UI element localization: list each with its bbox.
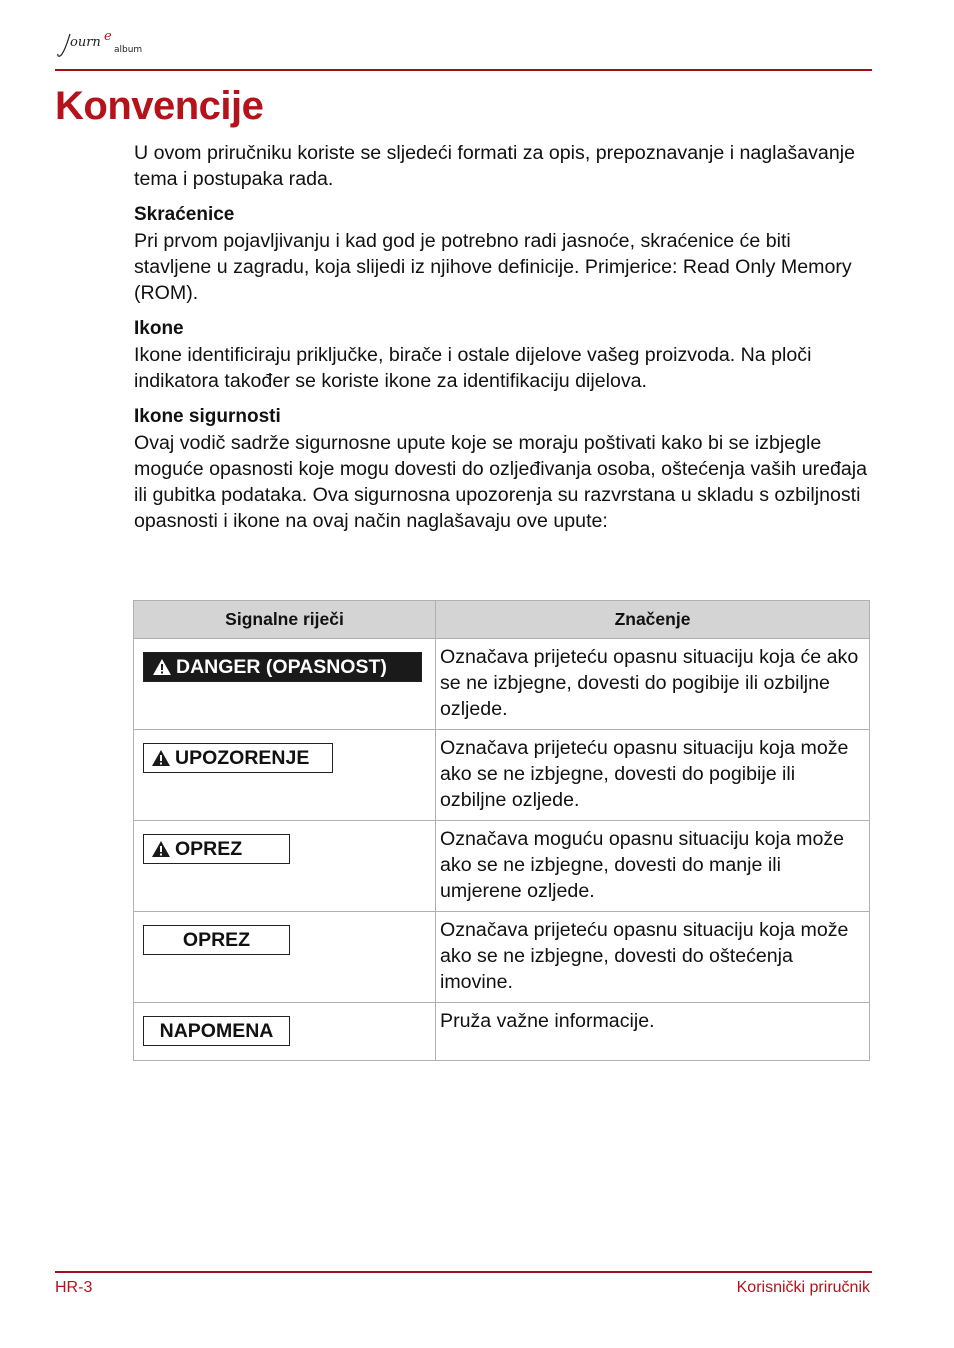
- table-row: [134, 821, 870, 912]
- meaning-cell: Označava moguću opasnu situaciju koja može ako se ne izbjegne, dovesti do manje ili umjerene ozljede.: [436, 821, 870, 912]
- column-header-meaning: Značenje: [436, 601, 870, 639]
- warning-triangle-icon: [151, 749, 171, 767]
- table-row: [134, 912, 870, 1003]
- section-heading-safety-icons: Ikone sigurnosti: [134, 406, 281, 427]
- meaning-cell: Označava prijeteću opasnu situaciju koja može ako se ne izbjegne, dovesti do pogibije ili ozbiljne ozljede.: [436, 730, 870, 821]
- section-body-safety-icons: Ovaj vodič sadrže sigurnosne upute koje se moraju poštivati kako bi se izbjegle moguće opasnosti koje mogu dovesti do ozljeđivanja osoba, oštećenja vaših uređaja ili gubitka podataka. Ova sigurnosna upozorenja su razvrstana u skladu s ozbiljnosti opasnosti i ikone na ovaj način naglašavaju ove upute:: [134, 432, 868, 532]
- footer-rule: [55, 1271, 872, 1273]
- meaning-cell: Označava prijeteću opasnu situaciju koja će ako se ne izbjegne, dovesti do pogibije ili ozbiljne ozljede.: [436, 639, 870, 730]
- column-header-signal: Signalne riječi: [134, 601, 436, 639]
- meaning-cell: Označava prijeteću opasnu situaciju koja može ako se ne izbjegne, dovesti do oštećenja imovine.: [436, 912, 870, 1003]
- signal-cell: [134, 639, 436, 730]
- danger-badge: DANGER (OPASNOST): [143, 652, 422, 682]
- section-body-icons: Ikone identificiraju priključke, birače i ostale dijelove vašeg proizvoda. Na ploči indikatora također se koriste ikone za identifikaciju dijelova.: [134, 344, 812, 392]
- meaning-cell: Pruža važne informacije.: [436, 1003, 870, 1061]
- warning-triangle-icon: [151, 840, 171, 858]
- table-row: [134, 1003, 870, 1061]
- signal-words-table: [133, 600, 870, 1061]
- caution-property-badge: OPREZ: [143, 925, 290, 955]
- intro-paragraph: U ovom priručniku koriste se sljedeći formati za opis, prepoznavanje i naglašavanje tema i postupaka rada.: [134, 142, 855, 190]
- table-header-row: [134, 601, 870, 639]
- section-heading-abbreviations: Skraćenice: [134, 204, 235, 225]
- document-title: Korisnički priručnik: [736, 1279, 870, 1296]
- page-title: Konvencije: [55, 84, 264, 128]
- page-number: HR-3: [55, 1279, 93, 1296]
- svg-text:ourn: ourn: [70, 35, 101, 50]
- header-rule: [55, 69, 872, 71]
- journe-album-logo: [56, 24, 156, 64]
- svg-text:album: album: [114, 45, 143, 55]
- table-row: [134, 730, 870, 821]
- section-heading-icons: Ikone: [134, 318, 184, 339]
- warning-badge: UPOZORENJE: [143, 743, 333, 773]
- section-body-abbreviations: Pri prvom pojavljivanju i kad god je potrebno radi jasnoće, skraćenice će biti stavljene u zagradu, koja slijedi iz njihove definicije. Primjerice: Read Only Memory (ROM).: [134, 230, 852, 304]
- table-row: [134, 639, 870, 730]
- note-badge: NAPOMENA: [143, 1016, 290, 1046]
- svg-text:e: e: [104, 29, 112, 44]
- warning-triangle-icon: [152, 658, 172, 676]
- signal-cell: [134, 730, 436, 821]
- main-content: [134, 140, 869, 544]
- signal-cell: [134, 1003, 436, 1061]
- signal-cell: [134, 912, 436, 1003]
- caution-badge: OPREZ: [143, 834, 290, 864]
- signal-cell: [134, 821, 436, 912]
